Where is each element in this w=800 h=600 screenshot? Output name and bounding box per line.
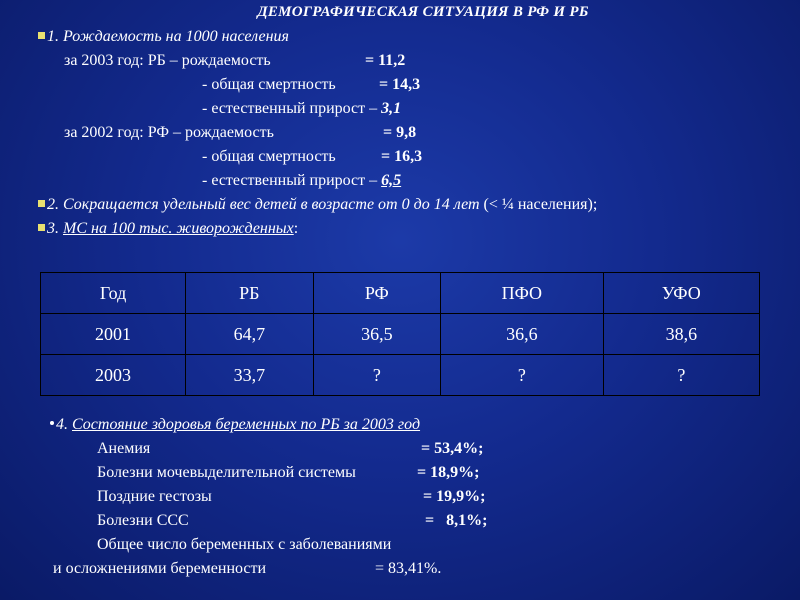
table-cell: 36,5 [313,314,440,355]
cardio-label: Болезни ССС [97,512,189,529]
table-row [41,355,760,396]
section-2 [38,197,597,213]
rf-mortality-label: - общая смертность [202,148,336,165]
rb-natural-growth [202,101,401,117]
gestosis-value: = 19,9%; [423,488,486,505]
table-cell: ? [441,355,604,396]
table-header-cell: ПФО [441,273,604,314]
rf-mortality-value: = 16,3 [381,148,423,165]
square-bullet-icon [38,32,45,39]
urinary-label: Болезни мочевыделительной системы [97,464,356,481]
rb-mortality-label: - общая смертность [202,76,336,93]
section-4-title: Состояние здоровья беременных по РБ за 2003 год [72,416,421,433]
urinary-value: = 18,9%; [417,464,480,481]
section-3-number: 3. [47,220,59,237]
table-cell: ? [313,355,440,396]
square-bullet-icon [38,200,45,207]
rb-mortality-value: = 14,3 [379,76,421,93]
rb-birth-value: = 11,2 [365,52,406,69]
gestosis-label: Поздние гестозы [97,488,212,505]
cardio-value: = 8,1%; [425,512,488,529]
section-1-heading [38,29,289,45]
table-cell: 2003 [41,355,186,396]
section-1-title: Рождаемость на 1000 населения [63,28,289,45]
section-4-number: 4. [56,416,68,433]
section-2-number: 2. [47,196,59,213]
total-value: = 83,41%. [375,560,442,577]
rf-natural-growth-value: 6,5 [381,172,402,189]
slide-title: ДЕМОГРАФИЧЕСКАЯ СИТУАЦИЯ В РФ И РБ [257,4,589,20]
section-1-number: 1. [47,28,59,45]
section-3 [38,221,298,237]
table-cell: 33,7 [186,355,313,396]
table-header-cell: Год [41,273,186,314]
table-cell: 36,6 [441,314,604,355]
table-cell: ? [603,355,759,396]
table-header-cell: УФО [603,273,759,314]
rb-birth-label: за 2003 год: РБ – рождаемость [64,52,271,69]
section-2-text: Сокращается удельный вес детей в возрасте от 0 до 14 лет [63,196,480,213]
section-3-text: МС на 100 тыс. живорожденных [63,220,294,237]
table-row [41,314,760,355]
rb-natural-growth-label: - естественный прирост – [202,100,378,117]
table-header-cell: РБ [186,273,313,314]
mortality-table [40,272,760,396]
rb-natural-growth-value: 3,1 [381,100,402,117]
section-2-suffix: (< ¼ населения); [483,196,598,213]
table-cell: 38,6 [603,314,759,355]
section-4-heading [50,417,420,433]
square-bullet-icon [38,224,45,231]
table-header-cell: РФ [313,273,440,314]
table-cell: 64,7 [186,314,313,355]
anemia-value: = 53,4%; [421,440,484,457]
total-label-line-1: Общее число беременных с заболеваниями [97,536,392,553]
rf-natural-growth-label: - естественный прирост – [202,172,378,189]
dot-bullet-icon [50,421,54,425]
total-label-line-2: и осложнениями беременности [53,560,267,577]
table-cell: 2001 [41,314,186,355]
anemia-label: Анемия [97,440,151,457]
rf-natural-growth [202,173,401,189]
rf-birth-label: за 2002 год: РФ – рождаемость [64,124,274,141]
section-3-suffix: : [293,220,299,237]
rf-birth-value: = 9,8 [383,124,417,141]
table-header-row [41,273,760,314]
